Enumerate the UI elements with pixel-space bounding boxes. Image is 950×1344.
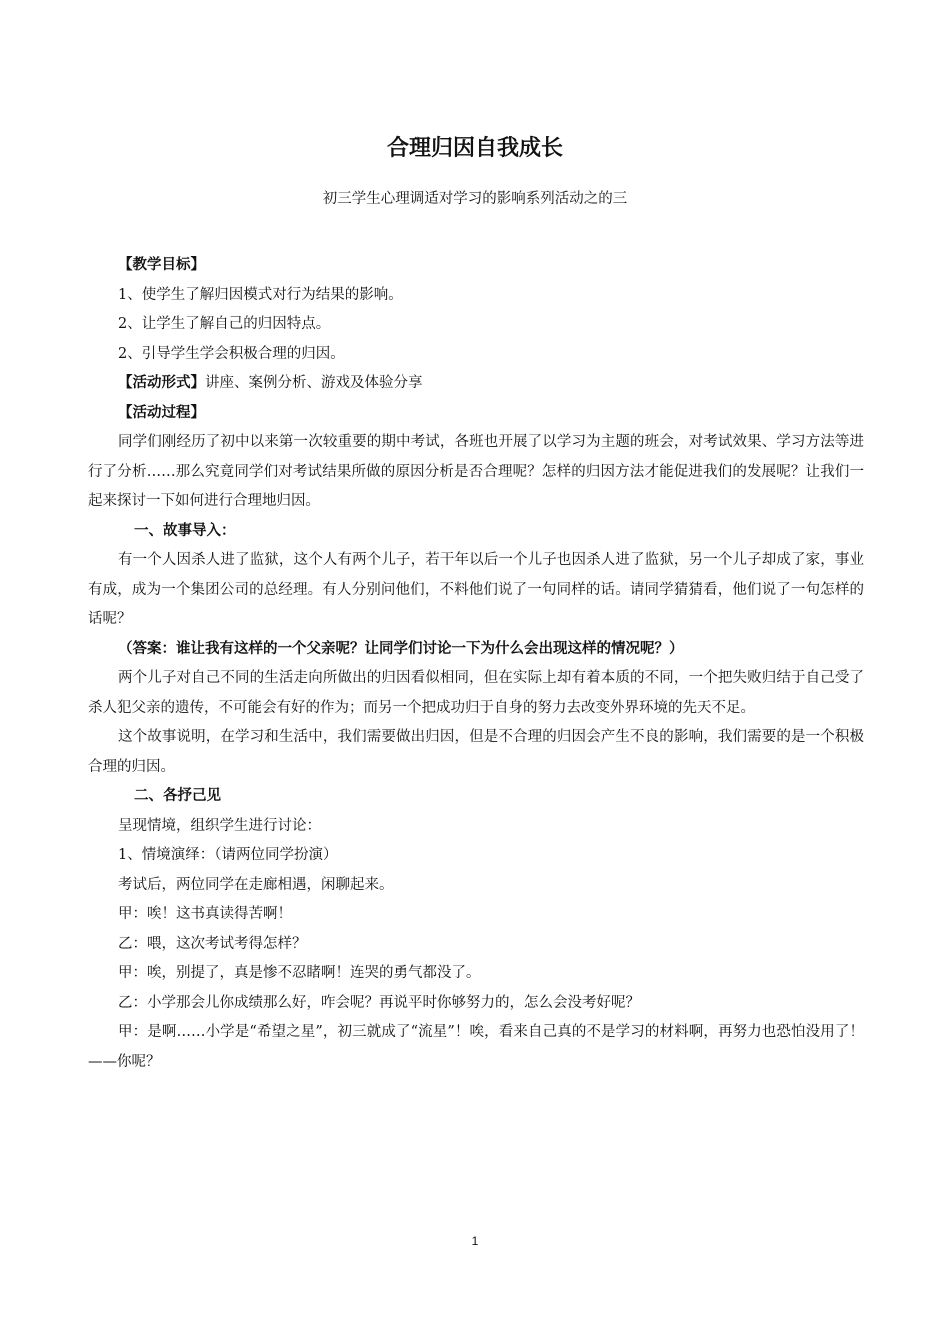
- activity-form-label: 【活动形式】: [118, 375, 205, 391]
- objectives-heading: 【教学目标】: [118, 257, 205, 273]
- dialogue-line: 乙：小学那会儿你成绩那么好，咋会呢？再说平时你够努力的，怎么会没考好呢？: [118, 994, 640, 1011]
- section2-heading: 二、各抒己见: [134, 788, 221, 804]
- lesson-paragraph: 这个故事说明，在学习和生活中，我们需要做出归因，但是不合理的归因会产生不良的影响，我们需要的是一个积极合理的归因。: [88, 729, 864, 775]
- scenario-label: 1、情境演绎：（请两位同学扮演）: [118, 847, 338, 863]
- intro-paragraph: 同学们刚经历了初中以来第一次较重要的期中考试，各班也开展了以学习为主题的班会，对考试效果、学习方法等进行了分析……那么究竟同学们对考试结果所做的原因分析是否合理呢？怎样的归因方法才能促进我们的发展呢？让我们一起来探讨一下如何进行合理地归因。: [88, 434, 864, 509]
- document-subtitle: 初三学生心理调适对学习的影响系列活动之的三: [322, 191, 628, 207]
- scenario-setting: 考试后，两位同学在走廊相遇，闲聊起来。: [118, 876, 394, 893]
- dialogue-line: 甲：是啊……小学是“希望之星”，初三就成了“流星”！唉，看来自己真的不是学习的材料啊，再努力也恐怕没用了！——你呢？: [88, 1024, 864, 1070]
- objective-item: 1、使学生了解归因模式对行为结果的影响。: [118, 286, 403, 303]
- activity-form-line: [88, 369, 864, 399]
- analysis-paragraph: 两个儿子对自己不同的生活走向所做出的归因看似相同，但在实际上却有着本质的不同，一个把失败归结于自己受了杀人犯父亲的遗传，不可能会有好的作为；而另一个把成功归于自身的努力去改变外界环境的先天不足。: [88, 670, 864, 716]
- scenario-intro: 呈现情境，组织学生进行讨论：: [118, 817, 321, 834]
- process-heading: 【活动过程】: [118, 404, 205, 421]
- objective-item: 2、让学生了解自己的归因特点。: [118, 316, 331, 332]
- story-paragraph: 有一个人因杀人进了监狱，这个人有两个儿子，若干年以后一个儿子也因杀人进了监狱，另一个儿子却成了家，事业有成，成为一个集团公司的总经理。有人分别问他们，不料他们说了一句同样的话。请同学猜猜看，他们说了一句怎样的话呢？: [88, 552, 864, 627]
- dialogue-line: 甲：唉，别提了，真是惨不忍睹啊！连哭的勇气都没了。: [118, 965, 481, 981]
- dialogue-line: 乙：喂，这次考试考得怎样？: [118, 935, 307, 952]
- page-number: 1: [471, 1234, 479, 1248]
- dialogue-line: 甲：唉！这书真读得苦啊！: [118, 906, 292, 922]
- activity-form-text: 讲座、案例分析、游戏及体验分享: [205, 375, 423, 391]
- section1-heading: 一、故事导入：: [134, 522, 236, 539]
- document-body: [88, 251, 864, 1077]
- answer-line: （答案：谁让我有这样的一个父亲呢？让同学们讨论一下为什么会出现这样的情况呢？）: [118, 640, 684, 657]
- document-title: 合理归因自我成长: [386, 136, 563, 161]
- objective-item: 2、引导学生学会积极合理的归因。: [118, 345, 345, 362]
